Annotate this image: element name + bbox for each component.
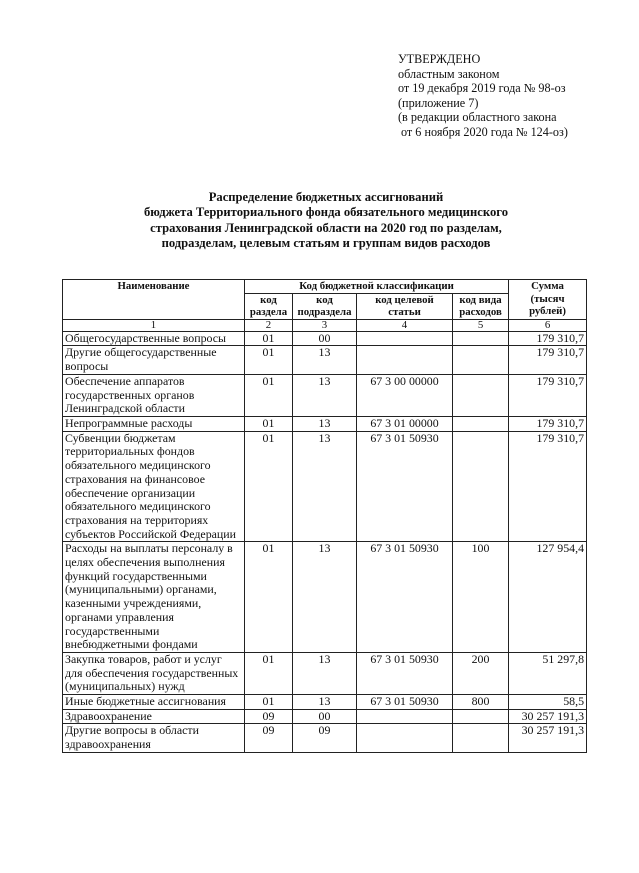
row-subsection-code: 13 [293, 652, 357, 694]
row-section-code: 01 [245, 417, 293, 432]
row-amount: 179 310,7 [509, 346, 587, 374]
row-expense-type-code [453, 431, 509, 542]
column-number: 5 [453, 319, 509, 331]
row-amount: 179 310,7 [509, 417, 587, 432]
row-expense-type-code: 200 [453, 652, 509, 694]
row-amount: 30 257 191,3 [509, 724, 587, 752]
row-subsection-code: 13 [293, 417, 357, 432]
row-target-code [357, 724, 453, 752]
approval-revision-label: (в редакции областного закона [398, 110, 557, 125]
table-row [63, 346, 587, 374]
row-section-code: 09 [245, 709, 293, 724]
title-line-2: бюджета Территориального фонда обязательного медицинского [144, 205, 508, 220]
column-number: 3 [293, 319, 357, 331]
row-amount: 179 310,7 [509, 431, 587, 542]
approval-heading: УТВЕРЖДЕНО [398, 52, 481, 66]
row-target-code: 67 3 01 50930 [357, 431, 453, 542]
row-name: Общегосударственные вопросы [63, 331, 245, 346]
column-number-row [63, 319, 587, 331]
row-name: Здравоохранение [63, 709, 245, 724]
row-section-code: 01 [245, 374, 293, 416]
row-name: Другие общегосударственные вопросы [63, 346, 245, 374]
row-expense-type-code [453, 724, 509, 752]
table-row [63, 417, 587, 432]
column-number: 6 [509, 319, 587, 331]
header-subsection-code: код подраздела [293, 293, 357, 319]
column-number: 4 [357, 319, 453, 331]
row-expense-type-code [453, 374, 509, 416]
row-section-code: 01 [245, 542, 293, 653]
row-subsection-code: 13 [293, 695, 357, 710]
row-name: Субвенции бюджетам территориальных фондов обязательного медицинского страхования на финансовое обеспечение организации обязательного медицинского страхования на территориях субъектов Российской Федерации [63, 431, 245, 542]
row-target-code: 67 3 01 00000 [357, 417, 453, 432]
row-amount: 51 297,8 [509, 652, 587, 694]
row-target-code: 67 3 01 50930 [357, 652, 453, 694]
row-amount: 30 257 191,3 [509, 709, 587, 724]
header-amount-label: Сумма [531, 280, 564, 292]
header-amount-unit: (тысяч рублей) [529, 292, 566, 318]
row-expense-type-code [453, 331, 509, 346]
row-amount: 127 954,4 [509, 542, 587, 653]
approval-stamp [398, 52, 568, 140]
row-section-code: 01 [245, 346, 293, 374]
row-subsection-code: 09 [293, 724, 357, 752]
table-row [63, 724, 587, 752]
row-target-code [357, 709, 453, 724]
row-subsection-code: 00 [293, 331, 357, 346]
table-row [63, 542, 587, 653]
row-name: Другие вопросы в области здравоохранения [63, 724, 245, 752]
row-subsection-code: 13 [293, 346, 357, 374]
header-name: Наименование [63, 280, 245, 320]
header-amount [509, 280, 587, 320]
row-amount: 179 310,7 [509, 374, 587, 416]
table-row [63, 652, 587, 694]
row-section-code: 01 [245, 431, 293, 542]
document-title [60, 190, 592, 252]
column-number: 1 [63, 319, 245, 331]
header-target-code: код целевой статьи [357, 293, 453, 319]
row-section-code: 01 [245, 695, 293, 710]
row-amount: 58,5 [509, 695, 587, 710]
row-target-code: 67 3 01 50930 [357, 695, 453, 710]
row-section-code: 01 [245, 652, 293, 694]
approval-appendix: (приложение 7) [398, 95, 479, 110]
row-expense-type-code: 800 [453, 695, 509, 710]
row-section-code: 01 [245, 331, 293, 346]
row-subsection-code: 00 [293, 709, 357, 724]
title-line-3: страхования Ленинградской области на 2020 год по разделам, [150, 220, 502, 235]
table-row [63, 374, 587, 416]
row-target-code [357, 346, 453, 374]
row-expense-type-code [453, 346, 509, 374]
row-name: Закупка товаров, работ и услуг для обеспечения государственных (муниципальных) нужд [63, 652, 245, 694]
row-expense-type-code [453, 417, 509, 432]
table-row [63, 709, 587, 724]
approval-law-label: областным законом [398, 66, 500, 81]
table-row [63, 431, 587, 542]
header-expense-type-code: код вида расходов [453, 293, 509, 319]
table-row [63, 331, 587, 346]
row-name: Обеспечение аппаратов государственных органов Ленинградской области [63, 374, 245, 416]
row-target-code: 67 3 00 00000 [357, 374, 453, 416]
header-classification: Код бюджетной классификации [245, 280, 509, 294]
approval-revision-date: от 6 ноября 2020 года № 124-оз) [401, 124, 568, 139]
row-section-code: 09 [245, 724, 293, 752]
approval-law-date: от 19 декабря 2019 года № 98-оз [398, 81, 566, 96]
header-section-code: код раздела [245, 293, 293, 319]
column-number: 2 [245, 319, 293, 331]
row-target-code: 67 3 01 50930 [357, 542, 453, 653]
row-name: Непрограммные расходы [63, 417, 245, 432]
row-name: Расходы на выплаты персоналу в целях обеспечения выполнения функций государственными (муниципальными) органами, казенными учреждениями, органами управления государственными внебюджетными фондами [63, 542, 245, 653]
row-name: Иные бюджетные ассигнования [63, 695, 245, 710]
table-row [63, 695, 587, 710]
title-line-4: подразделам, целевым статьям и группам видов расходов [161, 236, 491, 251]
row-subsection-code: 13 [293, 431, 357, 542]
row-target-code [357, 331, 453, 346]
budget-allocation-table [62, 279, 587, 753]
row-amount: 179 310,7 [509, 331, 587, 346]
row-expense-type-code: 100 [453, 542, 509, 653]
row-subsection-code: 13 [293, 374, 357, 416]
row-subsection-code: 13 [293, 542, 357, 653]
row-expense-type-code [453, 709, 509, 724]
title-line-1: Распределение бюджетных ассигнований [208, 190, 444, 204]
